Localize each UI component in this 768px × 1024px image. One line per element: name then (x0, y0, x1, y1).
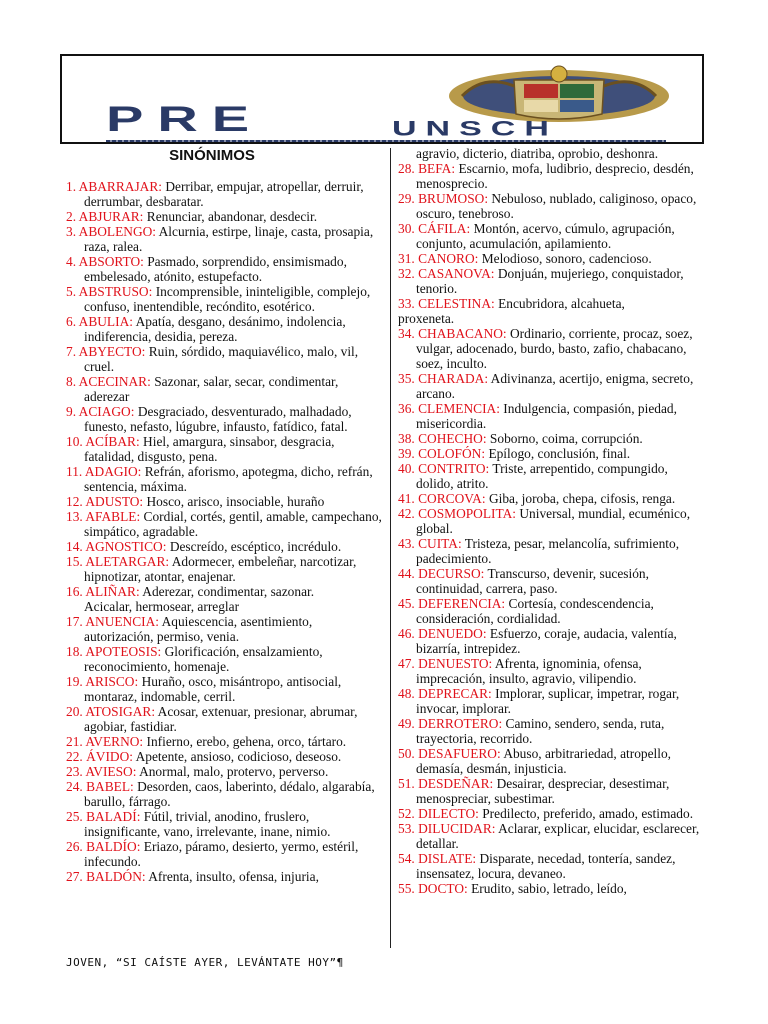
synonym-entry (398, 266, 708, 296)
entry-definition: Derribar, empujar, atropellar, derruir, derrumbar, desbaratar. (84, 179, 364, 209)
entry-number: 25. (66, 809, 83, 824)
synonym-entry (66, 209, 382, 224)
entry-number: 18. (66, 644, 83, 659)
entry-number: 34. (398, 326, 415, 341)
entry-term: CHARADA: (418, 371, 489, 386)
entry-term: ANUENCIA: (85, 614, 160, 629)
entry-number: 4. (66, 254, 77, 269)
entry-definition: Adivinanza, acertijo, enigma, secreto, arcano. (416, 371, 694, 401)
synonym-entry (398, 626, 708, 656)
synonym-entry (66, 704, 382, 734)
entry-definition: Melodioso, sonoro, cadencioso. (481, 251, 652, 266)
synonym-entry (66, 224, 382, 254)
entry-number: 7. (66, 344, 77, 359)
synonym-entry (66, 809, 382, 839)
entry-definition: Soborno, coima, corrupción. (489, 431, 643, 446)
entry-definition: Epílogo, conclusión, final. (488, 446, 631, 461)
entry-definition: Incomprensible, ininteligible, complejo, confuso, inentendible, recóndito, esotérico. (84, 284, 371, 314)
entry-term: DENUEDO: (418, 626, 487, 641)
entry-term: ADAGIO: (84, 464, 142, 479)
entry-definition: Anormal, malo, protervo, perverso. (139, 764, 329, 779)
entry-term: ALETARGAR: (85, 554, 170, 569)
synonym-entry (398, 716, 708, 746)
entry-definition: Giba, joroba, chepa, cifosis, renga. (488, 491, 676, 506)
synonym-entry (66, 839, 382, 869)
entry-number: 52. (398, 806, 415, 821)
entry-term: ATOSIGAR: (85, 704, 156, 719)
entry-term: COSMOPOLITA: (418, 506, 516, 521)
synonym-entry (398, 566, 708, 596)
entry-definition: Indulgencia, compasión, piedad, misericordia. (416, 401, 677, 431)
entry-definition: Implorar, suplicar, impetrar, rogar, invocar, implorar. (416, 686, 680, 716)
entry-definition: Renunciar, abandonar, desdecir. (146, 209, 318, 224)
entry-number: 27. (66, 869, 83, 884)
entry-number: 14. (66, 539, 83, 554)
entry-definition: Transcurso, devenir, sucesión, continuidad, carrera, paso. (416, 566, 649, 596)
entry-term: BABEL: (86, 779, 134, 794)
entry-number: 48. (398, 686, 415, 701)
pre-logo-text: PRE (106, 99, 264, 139)
entry-term: ABOLENGO: (78, 224, 157, 239)
left-column (66, 146, 382, 884)
entry-term: DECURSO: (418, 566, 485, 581)
synonym-entry (398, 686, 708, 716)
entry-number: 1. (66, 179, 77, 194)
synonym-entry (398, 461, 708, 491)
synonym-entry (398, 746, 708, 776)
synonym-entry (398, 371, 708, 401)
footer-motto: JOVEN, “SI CAÍSTE AYER, LEVÁNTATE HOY”¶ (66, 956, 344, 969)
entry-definition: Cortesía, condescendencia, consideración, cordialidad. (416, 596, 654, 626)
entry-number: 26. (66, 839, 83, 854)
synonym-entry (66, 614, 382, 644)
entry-term: ALIÑAR: (85, 584, 140, 599)
entry-number: 36. (398, 401, 415, 416)
entry-definition: Escarnio, mofa, ludibrio, desprecio, desdén, menosprecio. (416, 161, 694, 191)
entry-number: 13. (66, 509, 83, 524)
entry-number: 38. (398, 431, 415, 446)
entry-number: 22. (66, 749, 83, 764)
entry-number: 47. (398, 656, 415, 671)
entry-definition: Aquiescencia, asentimiento, autorización, permiso, venia. (84, 614, 313, 644)
entry-definition: Desairar, despreciar, desestimar, menospreciar, subestimar. (416, 776, 670, 806)
entry-number: 3. (66, 224, 77, 239)
entry-number: 16. (66, 584, 83, 599)
entry-number: 20. (66, 704, 83, 719)
entry-extra-line: Acicalar, hermosear, arreglar (84, 599, 240, 614)
synonym-entry (398, 656, 708, 686)
entry-term: ÁVIDO: (86, 749, 133, 764)
entry-term: DILUCIDAR: (418, 821, 496, 836)
entry-term: CASANOVA: (418, 266, 495, 281)
entry-term: ARISCO: (85, 674, 139, 689)
entry-term: ACÍBAR: (85, 434, 140, 449)
entry-term: ADUSTO: (85, 494, 144, 509)
entry-number: 46. (398, 626, 415, 641)
synonym-entry (66, 539, 382, 554)
synonym-entry (398, 221, 708, 251)
entry-definition: Abuso, arbitrariedad, atropello, demasía, desmán, injusticia. (416, 746, 672, 776)
synonym-entry (66, 374, 382, 404)
entry-number: 33. (398, 296, 415, 311)
entry-definition: Alcurnia, estirpe, linaje, casta, prosapia, raza, ralea. (84, 224, 374, 254)
entry-definition: Nebuloso, nublado, caliginoso, opaco, oscuro, tenebroso. (416, 191, 697, 221)
entry-number: 54. (398, 851, 415, 866)
entry-term: ABULIA: (78, 314, 133, 329)
entry-term: BALDÓN: (86, 869, 146, 884)
right-column (398, 146, 708, 896)
entry-number: 17. (66, 614, 83, 629)
entry-definition: Descreído, escéptico, incrédulo. (169, 539, 342, 554)
synonym-entry (398, 446, 708, 461)
synonym-entry (398, 851, 708, 881)
entry-number: 50. (398, 746, 415, 761)
entry-term: APOTEOSIS: (85, 644, 162, 659)
synonym-entry (66, 734, 382, 749)
university-crest-icon (444, 62, 674, 124)
entry-definition: Ruin, sórdido, maquiavélico, malo, vil, cruel. (84, 344, 359, 374)
entry-term: ACECINAR: (78, 374, 151, 389)
synonym-entry (398, 536, 708, 566)
entry-definition: Desgraciado, desventurado, malhadado, funesto, nefasto, lúgubre, infausto, fatídico, fatal. (84, 404, 352, 434)
entry-definition: Disparate, necedad, tontería, sandez, insensatez, locura, devaneo. (416, 851, 676, 881)
entry-number: 53. (398, 821, 415, 836)
entry-number: 8. (66, 374, 77, 389)
synonym-entry (66, 344, 382, 374)
entry-term: DOCTO: (418, 881, 468, 896)
entry-term: COHECHO: (418, 431, 487, 446)
entry-definition: Aclarar, explicar, elucidar, esclarecer, detallar. (416, 821, 700, 851)
synonym-entry (398, 491, 708, 506)
synonym-entry (398, 596, 708, 626)
entry-term: CANORO: (418, 251, 479, 266)
entry-number: 51. (398, 776, 415, 791)
entry-term: ABSTRUSO: (78, 284, 153, 299)
synonym-entry (398, 326, 708, 371)
entry-term: DISLATE: (418, 851, 477, 866)
synonym-entry (398, 401, 708, 431)
header-banner (60, 54, 704, 144)
entry-term: AVIESO: (85, 764, 137, 779)
entry-definition: Infierno, erebo, gehena, orco, tártaro. (146, 734, 347, 749)
entry-number: 6. (66, 314, 77, 329)
column-divider (390, 148, 391, 948)
entry-number: 28. (398, 161, 415, 176)
entry-number: 42. (398, 506, 415, 521)
entry-term: DESDEÑAR: (418, 776, 494, 791)
entry-term: DILECTO: (418, 806, 479, 821)
entry-definition: Tristeza, pesar, melancolía, sufrimiento, padecimiento. (416, 536, 680, 566)
entry-number: 55. (398, 881, 415, 896)
entry-definition: Hosco, arisco, insociable, huraño (146, 494, 325, 509)
entry-term: CÁFILA: (418, 221, 471, 236)
synonym-entry (66, 179, 382, 209)
synonym-entry (398, 821, 708, 851)
entry-term: CHABACANO: (418, 326, 507, 341)
entry-term: BRUMOSO: (418, 191, 489, 206)
entry-number: 44. (398, 566, 415, 581)
entry-number: 43. (398, 536, 415, 551)
entry-definition: Eriazo, páramo, desierto, yermo, estéril, infecundo. (84, 839, 359, 869)
entry-term: DERROTERO: (418, 716, 503, 731)
entry-number: 31. (398, 251, 415, 266)
synonym-entry (66, 554, 382, 584)
entry-term: DEFERENCIA: (418, 596, 506, 611)
synonym-entry (66, 509, 382, 539)
entry-term: CORCOVA: (418, 491, 486, 506)
entry-number: 9. (66, 404, 77, 419)
synonym-entry (66, 779, 382, 809)
entry-term: ABJURAR: (78, 209, 144, 224)
logo-underline-band (106, 140, 666, 144)
entry-definition: Sazonar, salar, secar, condimentar, aderezar (84, 374, 339, 404)
entry-number: 11. (66, 464, 83, 479)
entry-definition: Encubridora, alcahueta, (498, 296, 625, 311)
entry-definition: Huraño, osco, misántropo, antisocial, montaraz, indomable, cerril. (84, 674, 342, 704)
entry-number: 10. (66, 434, 83, 449)
entry-term: ABARRAJAR: (78, 179, 162, 194)
entry-number: 21. (66, 734, 83, 749)
entry-definition: Acosar, extenuar, presionar, abrumar, agobiar, fastidiar. (84, 704, 358, 734)
entry-term: ACIAGO: (78, 404, 135, 419)
entry-number: 45. (398, 596, 415, 611)
entry-term: CONTRITO: (418, 461, 490, 476)
entry-definition: Aderezar, condimentar, sazonar. (142, 584, 315, 599)
entry-definition: Triste, arrepentido, compungido, dolido, atrito. (416, 461, 668, 491)
synonym-entry (66, 869, 382, 884)
entry-term: DEPRECAR: (418, 686, 492, 701)
entry-term: COLOFÓN: (418, 446, 486, 461)
synonym-entry (66, 584, 382, 599)
entry-number: 19. (66, 674, 83, 689)
entry-definition: Pasmado, sorprendido, ensimismado, embelesado, atónito, estupefacto. (84, 254, 347, 284)
entry-definition: Apatía, desgano, desánimo, indolencia, indiferencia, desidia, pereza. (84, 314, 346, 344)
synonym-entry (398, 806, 708, 821)
entry-number: 32. (398, 266, 415, 281)
synonym-entry (66, 749, 382, 764)
entry-number: 35. (398, 371, 415, 386)
entry-continuation: agravio, dicterio, diatriba, oprobio, deshonra. (416, 146, 659, 161)
entry-definition: Desorden, caos, laberinto, dédalo, algarabía, barullo, fárrago. (84, 779, 375, 809)
entry-definition: Camino, sendero, senda, ruta, trayectoria, recorrido. (416, 716, 665, 746)
entry-number: 29. (398, 191, 415, 206)
entry-number: 2. (66, 209, 77, 224)
synonym-entry (66, 644, 382, 674)
entry-definition: Apetente, ansioso, codicioso, deseoso. (135, 749, 342, 764)
section-title: SINÓNIMOS (169, 147, 255, 164)
entry-definition: Predilecto, preferido, amado, estimado. (482, 806, 694, 821)
entry-definition: Adormecer, embeleñar, narcotizar, hipnotizar, atontar, enajenar. (84, 554, 357, 584)
entry-definition: Ordinario, corriente, procaz, soez, vulgar, adocenado, burdo, basto, zafio, chabacano, soez, inculto. (416, 326, 693, 371)
entry-number: 23. (66, 764, 83, 779)
unsch-logo-text: UNSCH (392, 116, 558, 141)
synonym-entry (66, 674, 382, 704)
entry-number: 12. (66, 494, 83, 509)
entry-term: CUITA: (418, 536, 462, 551)
entry-extra-line: proxeneta. (398, 311, 455, 326)
entry-definition: Fútil, trivial, anodino, fruslero, insignificante, vano, irrelevante, inane, nimio. (84, 809, 331, 839)
synonym-entry (398, 881, 708, 896)
entry-term: AVERNO: (85, 734, 144, 749)
entry-number: 49. (398, 716, 415, 731)
entry-definition: Cordial, cortés, gentil, amable, campechano, simpático, agradable. (84, 509, 382, 539)
synonym-entry (398, 431, 708, 446)
synonym-entry (66, 494, 382, 509)
entry-term: BEFA: (418, 161, 456, 176)
entry-number: 15. (66, 554, 83, 569)
entry-term: ABSORTO: (78, 254, 144, 269)
synonym-entry (398, 776, 708, 806)
entry-definition: Esfuerzo, coraje, audacia, valentía, bizarría, intrepidez. (416, 626, 677, 656)
entry-term: ABYECTO: (78, 344, 146, 359)
entry-number: 5. (66, 284, 77, 299)
entry-term: BALDÍO: (86, 839, 141, 854)
entry-term: CLEMENCIA: (418, 401, 500, 416)
entry-definition: Afrenta, insulto, ofensa, injuria, (148, 869, 319, 884)
entry-term: BALADÍ: (86, 809, 141, 824)
entry-definition: Refrán, aforismo, apotegma, dicho, refrán, sentencia, máxima. (84, 464, 373, 494)
synonym-entry (66, 254, 382, 284)
synonym-entry (66, 764, 382, 779)
synonym-entry (66, 314, 382, 344)
entry-number: 40. (398, 461, 415, 476)
synonym-entry (66, 434, 382, 464)
entry-definition: Afrenta, ignominia, ofensa, imprecación, insulto, agravio, vilipendio. (416, 656, 642, 686)
entry-term: DENUESTO: (418, 656, 493, 671)
entry-definition: Donjuán, mujeriego, conquistador, tenorio. (416, 266, 684, 296)
entry-number: 39. (398, 446, 415, 461)
synonym-entry (66, 284, 382, 314)
entry-definition: Erudito, sabio, letrado, leído, (471, 881, 627, 896)
entry-number: 30. (398, 221, 415, 236)
entry-term: AGNOSTICO: (85, 539, 167, 554)
entry-definition: Montón, acervo, cúmulo, agrupación, conjunto, acumulación, apilamiento. (416, 221, 675, 251)
entry-number: 24. (66, 779, 83, 794)
synonym-entry (398, 161, 708, 191)
entry-term: DESAFUERO: (418, 746, 501, 761)
synonym-entry (66, 404, 382, 434)
synonym-entry (398, 506, 708, 536)
synonym-entry (66, 464, 382, 494)
entry-term: CELESTINA: (418, 296, 495, 311)
entry-number: 41. (398, 491, 415, 506)
synonym-entry (398, 296, 708, 311)
entry-definition: Hiel, amargura, sinsabor, desgracia, fatalidad, disgusto, pena. (84, 434, 335, 464)
entry-definition: Glorificación, ensalzamiento, reconocimiento, homenaje. (84, 644, 323, 674)
synonym-entry (398, 251, 708, 266)
synonym-entry (398, 191, 708, 221)
entry-definition: Universal, mundial, ecuménico, global. (416, 506, 691, 536)
entry-term: AFABLE: (85, 509, 141, 524)
